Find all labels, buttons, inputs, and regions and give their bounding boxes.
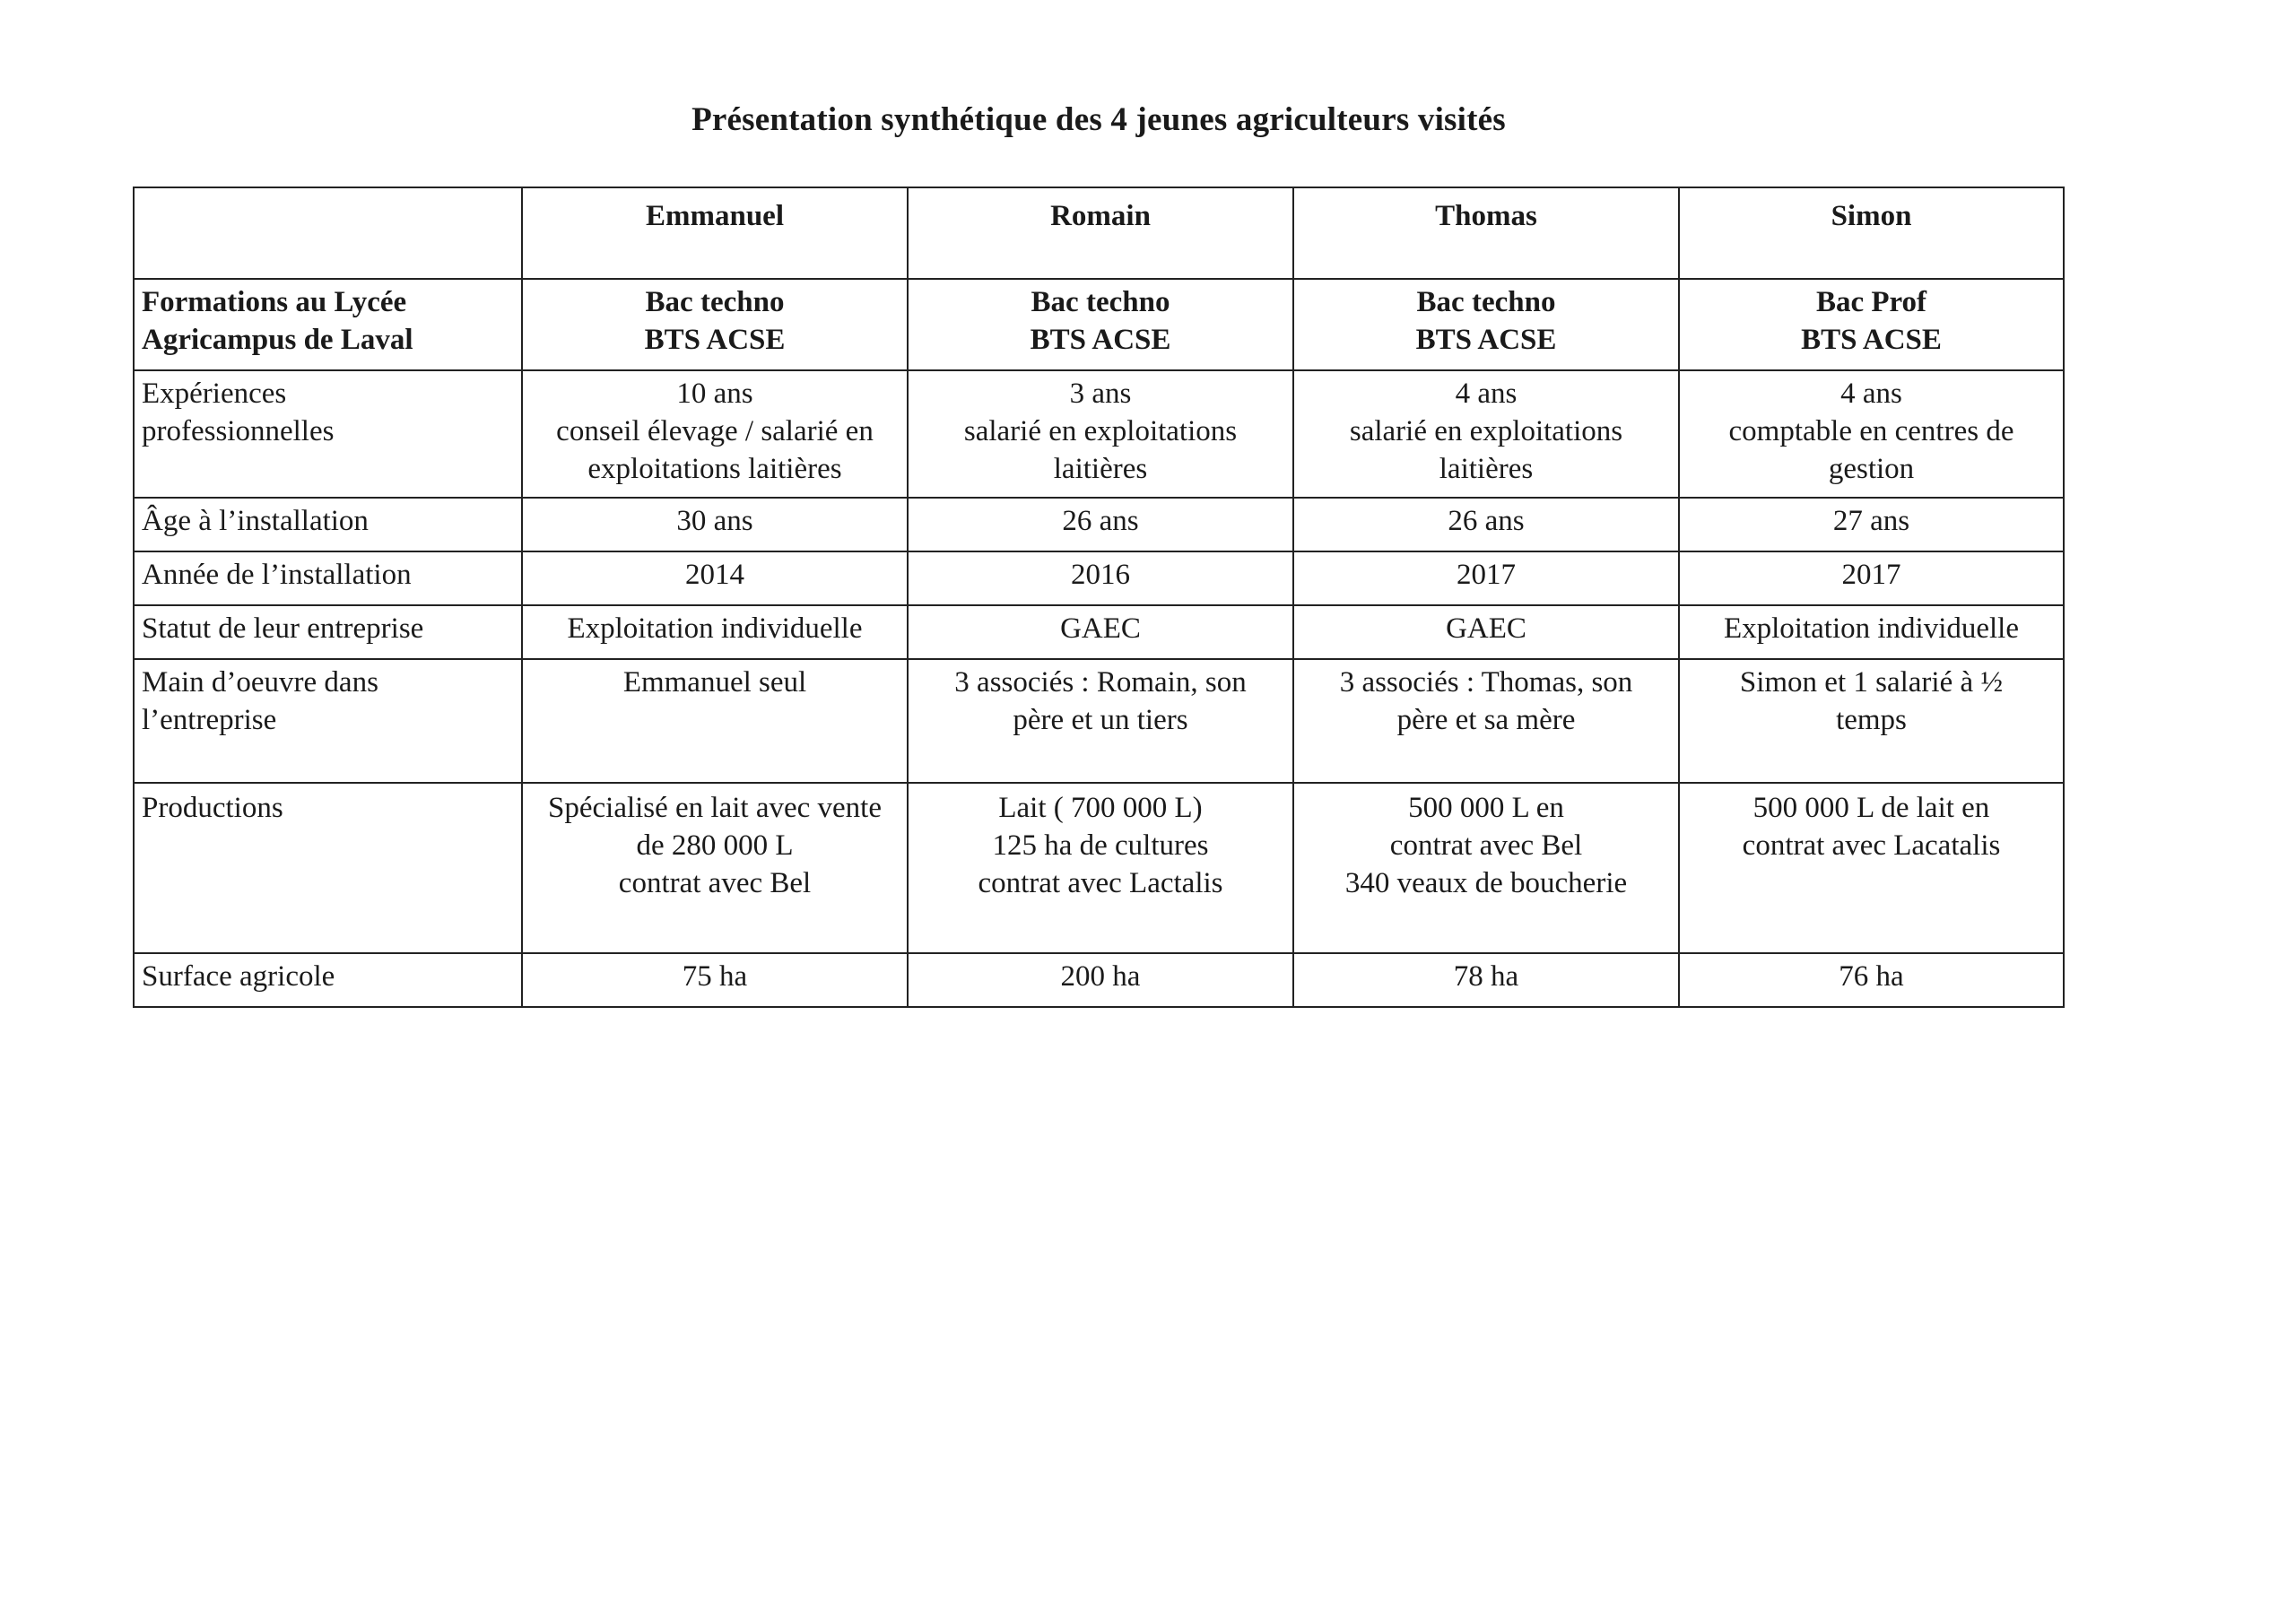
page-title: Présentation synthétique des 4 jeunes agriculteurs visités xyxy=(691,101,1506,138)
table-cell: Exploitation individuelle xyxy=(1679,605,2064,659)
cell-line: père et sa mère xyxy=(1396,704,1576,736)
cell-line: contrat avec Bel xyxy=(618,867,812,899)
cell-line: contrat avec Bel xyxy=(1389,829,1583,862)
table-cell xyxy=(1293,659,1679,783)
table-cell: Exploitation individuelle xyxy=(522,605,908,659)
table-cell xyxy=(522,279,908,370)
row-label-line: Expériences xyxy=(142,378,287,410)
header-simon: Simon xyxy=(1679,187,2064,279)
table-cell xyxy=(1679,370,2064,498)
cell-line: contrat avec Lacatalis xyxy=(1742,829,2001,862)
cell-line: BTS ACSE xyxy=(1801,324,1942,356)
cell-line: père et un tiers xyxy=(1013,704,1188,736)
cell-line: BTS ACSE xyxy=(1415,324,1557,356)
cell-line: contrat avec Lactalis xyxy=(978,867,1223,899)
cell-line: salarié en exploitations xyxy=(1349,415,1623,447)
table-cell: 27 ans xyxy=(1679,498,2064,551)
cell-line: Spécialisé en lait avec vente xyxy=(548,792,882,824)
row-label-line: l’entreprise xyxy=(142,704,277,736)
cell-line: 3 associés : Romain, son xyxy=(954,666,1247,699)
table-cell: 26 ans xyxy=(908,498,1293,551)
table-cell: 2017 xyxy=(1679,551,2064,605)
table-cell: 78 ha xyxy=(1293,953,1679,1007)
row-label: Statut de leur entreprise xyxy=(134,605,522,659)
header-empty-cell xyxy=(134,187,522,279)
row-label xyxy=(134,370,522,498)
row-label: Année de l’installation xyxy=(134,551,522,605)
cell-line: 3 ans xyxy=(1069,378,1132,410)
table-cell xyxy=(522,659,908,783)
table-cell xyxy=(1293,783,1679,953)
cell-line: temps xyxy=(1836,704,1907,736)
table-cell: 75 ha xyxy=(522,953,908,1007)
cell-line: de 280 000 L xyxy=(636,829,794,862)
table-cell xyxy=(522,783,908,953)
table-row-experiences xyxy=(134,370,2064,498)
cell-line: comptable en centres de xyxy=(1728,415,2014,447)
table-row-productions xyxy=(134,783,2064,953)
table-cell xyxy=(908,370,1293,498)
cell-line: BTS ACSE xyxy=(644,324,786,356)
cell-line: BTS ACSE xyxy=(1030,324,1171,356)
row-label-line: Formations au Lycée xyxy=(142,286,407,318)
header-thomas: Thomas xyxy=(1293,187,1679,279)
table-row-statut xyxy=(134,605,2064,659)
header-romain: Romain xyxy=(908,187,1293,279)
cell-line: 500 000 L de lait en xyxy=(1752,792,1990,824)
cell-line: conseil élevage / salarié en xyxy=(556,415,874,447)
table-cell xyxy=(1679,279,2064,370)
row-label-line: Main d’oeuvre dans xyxy=(142,666,378,699)
cell-line: Simon et 1 salarié à ½ xyxy=(1739,666,2004,699)
table-cell xyxy=(1679,783,2064,953)
table-cell: 2014 xyxy=(522,551,908,605)
cell-line: Lait ( 700 000 L) xyxy=(998,792,1203,824)
row-label: Surface agricole xyxy=(134,953,522,1007)
table-cell xyxy=(908,659,1293,783)
table-cell: 30 ans xyxy=(522,498,908,551)
cell-line: 10 ans xyxy=(676,378,753,410)
cell-line: 4 ans xyxy=(1455,378,1518,410)
table-cell: 26 ans xyxy=(1293,498,1679,551)
cell-line: Bac techno xyxy=(1031,286,1170,318)
table-row-main-doeuvre xyxy=(134,659,2064,783)
table-cell xyxy=(1293,370,1679,498)
table-row-formations xyxy=(134,279,2064,370)
row-label xyxy=(134,659,522,783)
cell-line: gestion xyxy=(1828,453,1915,485)
cell-line: Bac Prof xyxy=(1815,286,1927,318)
header-row xyxy=(134,187,2064,279)
farmers-summary-table xyxy=(133,187,2065,1008)
table-cell: 2016 xyxy=(908,551,1293,605)
table-cell xyxy=(908,783,1293,953)
cell-line: 4 ans xyxy=(1840,378,1902,410)
cell-line: laitières xyxy=(1439,453,1534,485)
cell-line: laitières xyxy=(1053,453,1148,485)
row-label: Âge à l’installation xyxy=(134,498,522,551)
table-cell: 2017 xyxy=(1293,551,1679,605)
table-cell xyxy=(1293,279,1679,370)
cell-line: 340 veaux de boucherie xyxy=(1344,867,1628,899)
table-cell: 200 ha xyxy=(908,953,1293,1007)
table-cell: GAEC xyxy=(908,605,1293,659)
table-cell xyxy=(1679,659,2064,783)
row-label-line: Agricampus de Laval xyxy=(142,324,413,356)
table-cell xyxy=(908,279,1293,370)
cell-line: 500 000 L en xyxy=(1408,792,1564,824)
row-label: Productions xyxy=(134,783,522,953)
table-row-annee xyxy=(134,551,2064,605)
header-emmanuel: Emmanuel xyxy=(522,187,908,279)
cell-line: Bac techno xyxy=(1416,286,1556,318)
table-row-surface xyxy=(134,953,2064,1007)
table-cell: GAEC xyxy=(1293,605,1679,659)
table-cell xyxy=(522,370,908,498)
cell-line: salarié en exploitations xyxy=(963,415,1238,447)
cell-line: Bac techno xyxy=(645,286,785,318)
cell-line: 3 associés : Thomas, son xyxy=(1339,666,1633,699)
table-cell: 76 ha xyxy=(1679,953,2064,1007)
cell-line: Emmanuel seul xyxy=(622,666,807,699)
cell-line: 125 ha de cultures xyxy=(992,829,1209,862)
table-row-age xyxy=(134,498,2064,551)
row-label xyxy=(134,279,522,370)
row-label-line: professionnelles xyxy=(142,415,335,447)
cell-line: exploitations laitières xyxy=(587,453,842,485)
